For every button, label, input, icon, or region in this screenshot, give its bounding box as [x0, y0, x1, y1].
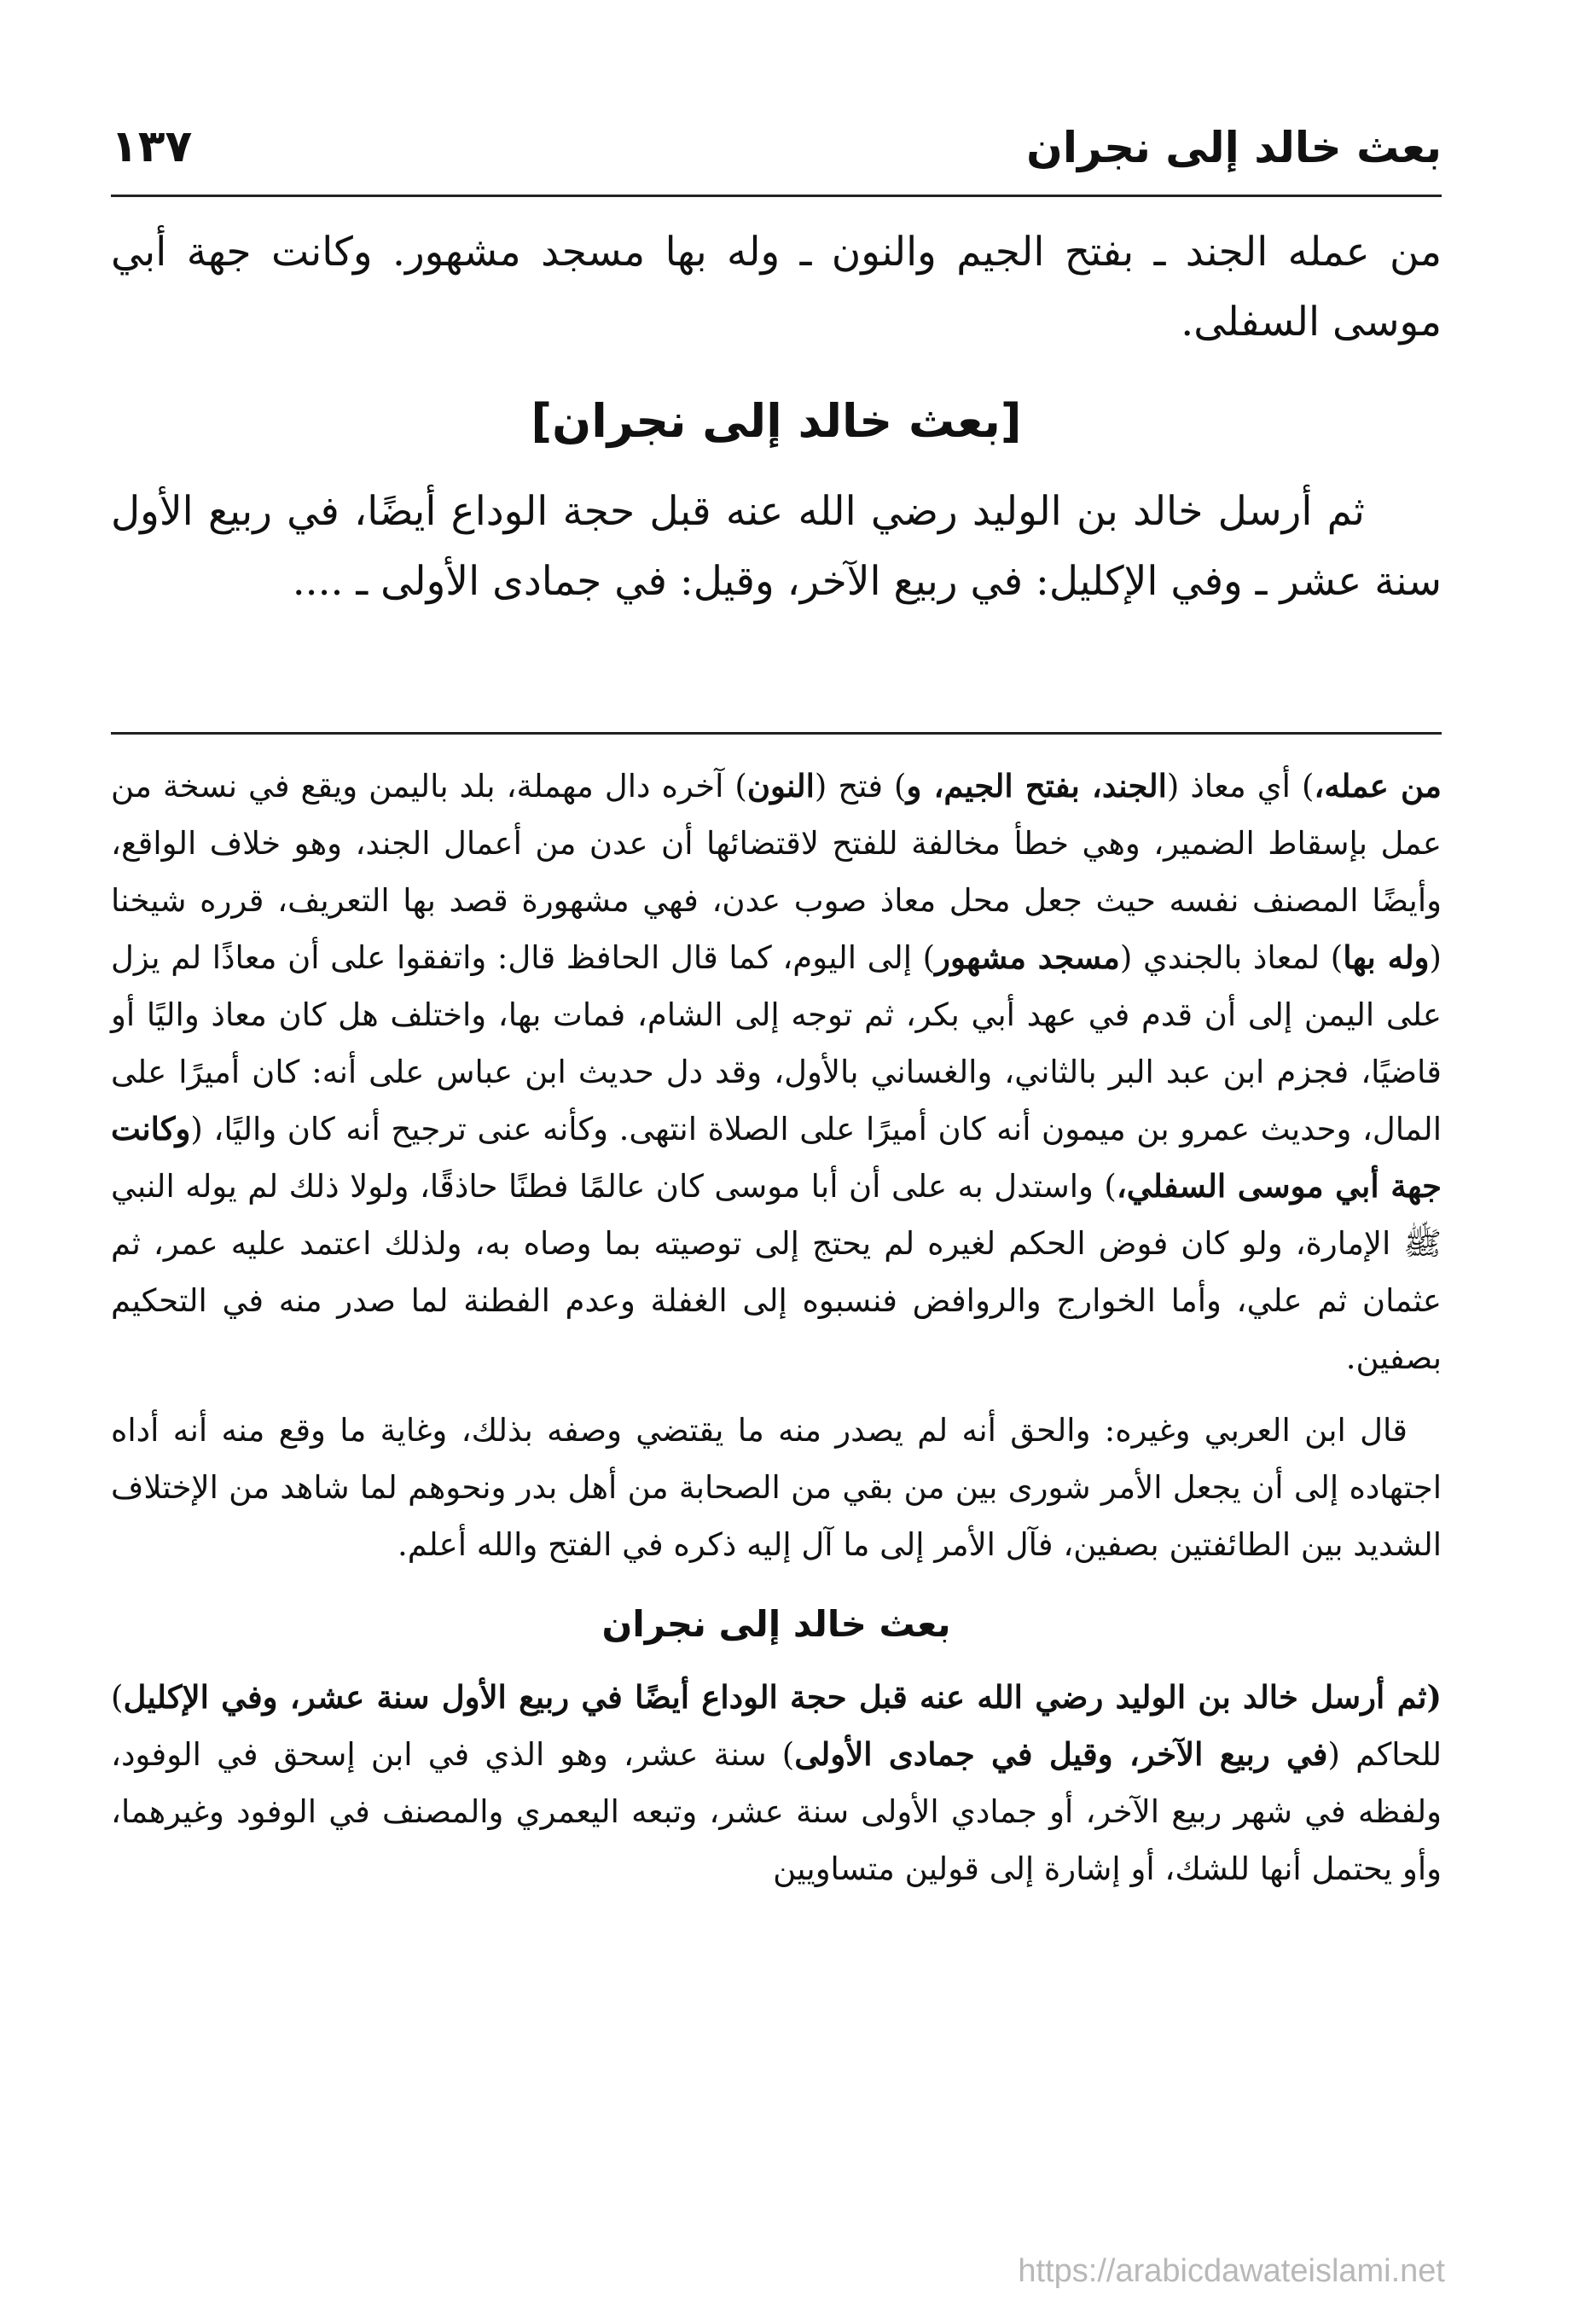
quoted-term: في ربيع الآخر، وقيل في جمادى الأولى — [794, 1735, 1328, 1773]
commentary-text: ) لمعاذ بالجندي ( — [1119, 939, 1344, 976]
main-paragraph-1: من عمله الجند ـ بفتح الجيم والنون ـ وله بها مسجد مشهور. وكانت جهة أبي موسى السفلى. — [111, 229, 1442, 346]
watermark: https://arabicdawateislami.net — [1018, 2253, 1445, 2289]
running-title: بعث خالد إلى نجران — [1026, 123, 1442, 172]
commentary-text: ) واستدل به على أن أبا موسى كان عالمًا فطنًا حاذقًا، ولولا ذلك لم يوله النبي ﷺ الإمارة، ولو كان فوض الحكم لغيره لم يحتج إلى توصيته بما وصاه به، ولذلك اعتمد عليه عمر، ثم عثمان ثم علي، وأما الخوارج والروافض فنسبوه إلى الغفلة وعدم الفطنة لما صدر منه في التحكيم بصفين. — [111, 1168, 1442, 1376]
commentary — [111, 758, 1442, 1913]
quoted-term: النون — [746, 767, 815, 805]
commentary-text: ) للحاكم ( — [111, 1679, 1442, 1773]
commentary-paragraph-1 — [111, 758, 1442, 1386]
quoted-term: من عمله، — [1314, 767, 1442, 805]
quoted-term: (ثم أرسل خالد بن الوليد رضي الله عنه قبل حجة الوداع أيضًا في ربيع الأول سنة عشر، وفي الإكليل — [123, 1678, 1442, 1716]
quoted-term: وله بها — [1343, 938, 1430, 976]
quoted-term: الجند، بفتح الجيم، و — [906, 767, 1167, 805]
header-rule — [111, 195, 1442, 197]
main-paragraph-2: ثم أرسل خالد بن الوليد رضي الله عنه قبل حجة الوداع أيضًا، في ربيع الأول سنة عشر ـ وفي الإكليل: في ربيع الآخر، وقيل: في جمادى الأولى ـ .... — [111, 488, 1442, 605]
commentary-text: ) أي معاذ ( — [1166, 768, 1315, 805]
quoted-term: وكانت جهة أبي موسى السفلي، — [111, 1110, 1442, 1205]
commentary-text: ) آخره دال مهملة، بلد باليمن ويقع في نسخة من عمل بإسقاط الضمير، وهي خطأ مخالفة للفتح لاقتضائها أن عدن من أعمال الجند، وهو خلاف الواقع، وأيضًا المصنف نفسه حيث جعل محل معاذ صوب عدن، فهي مشهورة قصد بها التعريف، قرره شيخنا ( — [111, 768, 1442, 976]
footnote-rule — [111, 732, 1442, 735]
page-number: ١٣٧ — [111, 121, 193, 172]
commentary-text: ) إلى اليوم، كما قال الحافظ قال: واتفقوا على أن معاذًا لم يزل على اليمن إلى أن قدم في عهد أبي بكر، ثم توجه إلى الشام، فمات بها، واختلف هل كان معاذ واليًا أو قاضيًا، فجزم ابن عبد البر بالثاني، والغساني بالأول، وقد دل حديث ابن عباس على أنه: كان أميرًا على المال، وحديث عمرو بن ميمون أنه كان أميرًا على الصلاة انتهى. وكأنه عنى ترجيح أنه كان واليًا، ( — [111, 939, 1442, 1147]
commentary-heading: بعث خالد إلى نجران — [601, 1603, 951, 1645]
main-text — [111, 218, 1442, 617]
section-heading: [بعث خالد إلى نجران] — [531, 394, 1022, 448]
commentary-text: ) فتح ( — [814, 768, 907, 805]
quoted-term: مسجد مشهور — [935, 938, 1120, 976]
commentary-paragraph-2: قال ابن العربي وغيره: والحق أنه لم يصدر منه ما يقتضي وصفه بذلك، وغاية ما وقع منه أنه أداه اجتهاده إلى أن يجعل الأمر شورى بين من بقي من الصحابة من أهل بدر ونحوهم لما شاهد من الإختلاف الشديد بين الطائفتين بصفين، فآل الأمر إلى ما آل إليه ذكره في الفتح والله أعلم. — [111, 1412, 1442, 1563]
commentary-paragraph-3 — [111, 1669, 1442, 1897]
commentary-text: ) سنة عشر، وهو الذي في ابن إسحق في الوفود، ولفظه في شهر ربيع الآخر، أو جمادي الأولى سنة عشر، وتبعه اليعمري والمصنف في الوفود وغيرهما، وأو يحتمل أنها للشك، أو إشارة إلى قولين متساويين — [111, 1736, 1442, 1887]
page-header — [111, 101, 1442, 172]
